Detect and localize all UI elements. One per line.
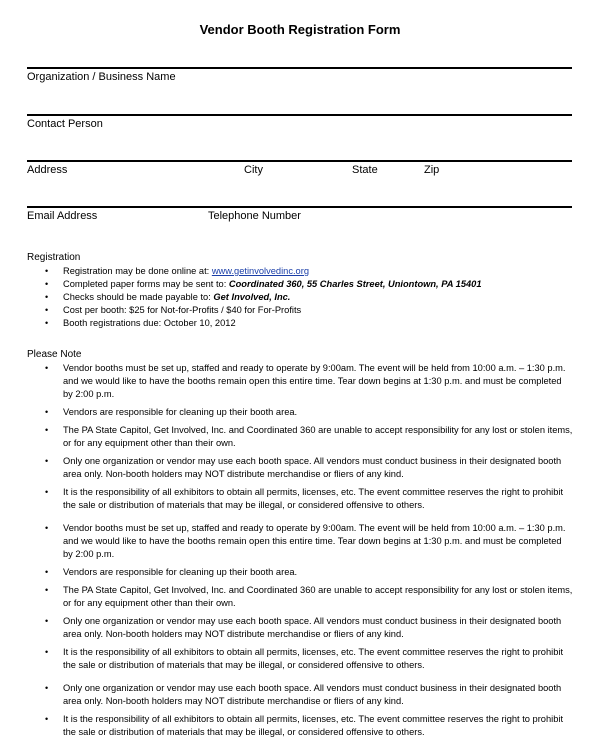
mailing-address: Coordinated 360, 55 Charles Street, Uniontown, PA 15401 <box>228 279 482 289</box>
contact-line[interactable] <box>27 160 572 162</box>
list-item: • Vendor booths must be set up, staffed and ready to operate by 9:00am. The event will be held from 10:00 a.m. – 1:30 p.m. and we would like to have the booths remain open this entire time. Tear down begins at 1:30 p.m. and must be completed by 2:00 p.m. <box>45 523 566 559</box>
contact-label: Contact Person <box>27 118 103 130</box>
state-label: State <box>352 164 378 176</box>
list-item: • Only one organization or vendor may use each booth space. All vendors must conduct business in their designated booth area only. Non-booth holders may NOT distribute merchandise or fliers of any kind. <box>45 616 562 639</box>
booth-cost: Cost per booth: $25 for Not-for-Profits / $40 for For-Profits <box>63 305 302 315</box>
bullet-icon: • <box>45 585 49 595</box>
header-rule <box>27 67 572 69</box>
list-item: • Vendors are responsible for cleaning up their booth area. <box>45 567 298 577</box>
list-item <box>0 304 600 317</box>
address-label: Address <box>27 164 68 176</box>
website-link[interactable]: www.getinvolvedinc.org <box>211 266 309 276</box>
form-title: Vendor Booth Registration Form <box>199 22 401 37</box>
list-item: • The PA State Capitol, Get Involved, Inc. and Coordinated 360 are unable to accept responsibility for any lost or stolen items, or for any equipment other than their own. <box>45 425 573 448</box>
list-item <box>0 317 600 330</box>
bullet-icon: • <box>45 647 49 657</box>
bullet-icon: • <box>45 456 49 466</box>
bullet-icon: • <box>45 523 49 533</box>
city-label: City <box>244 164 263 176</box>
organization-line[interactable] <box>27 114 572 116</box>
registration-heading: Registration <box>27 252 81 263</box>
list-item: • The PA State Capitol, Get Involved, Inc. and Coordinated 360 are unable to accept responsibility for any lost or stolen items, or for any equipment other than their own. <box>45 585 573 608</box>
bullet-icon: • <box>45 305 49 315</box>
registration-list <box>0 265 600 330</box>
list-item: • It is the responsibility of all exhibitors to obtain all permits, licenses, etc. The event committee reserves the right to prohibit the sale or distribution of materials that may be illegal, or considered offensive to others. <box>45 487 564 510</box>
bullet-icon: • <box>45 318 49 328</box>
bullet-icon: • <box>45 363 49 373</box>
address-line[interactable] <box>27 206 572 208</box>
payee-name: Get Involved, Inc. <box>213 292 291 302</box>
bullet-icon: • <box>45 279 49 289</box>
list-item: • It is the responsibility of all exhibitors to obtain all permits, licenses, etc. The event committee reserves the right to prohibit the sale or distribution of materials that may be illegal, or considered offensive to others. <box>45 647 564 670</box>
list-item: • It is the responsibility of all exhibitors to obtain all permits, licenses, etc. The event committee reserves the right to prohibit the sale or distribution of materials that may be illegal, or considered offensive to others. <box>45 714 564 737</box>
bullet-icon: • <box>45 714 49 724</box>
telephone-label: Telephone Number <box>208 210 301 222</box>
bullet-icon: • <box>45 487 49 497</box>
list-item: • Only one organization or vendor may use each booth space. All vendors must conduct business in their designated booth area only. Non-booth holders may NOT distribute merchandise or fliers of any kind. <box>45 456 562 479</box>
zip-label: Zip <box>424 164 440 176</box>
bullet-icon: • <box>45 266 49 276</box>
email-label: Email Address <box>27 210 98 222</box>
list-item: • Vendors are responsible for cleaning up their booth area. <box>45 407 298 417</box>
bullet-icon: • <box>45 292 49 302</box>
list-item: • Checks should be made payable to: Get Involved, Inc. <box>45 292 291 302</box>
bullet-icon: • <box>45 425 49 435</box>
bullet-icon: • <box>45 616 49 626</box>
list-item: • Completed paper forms may be sent to: Coordinated 360, 55 Charles Street, Uniontown, PA 15401 <box>45 279 482 289</box>
organization-label: Organization / Business Name <box>27 71 176 83</box>
notes-list <box>0 362 600 739</box>
bullet-icon: • <box>45 683 49 693</box>
list-item: • Only one organization or vendor may use each booth space. All vendors must conduct business in their designated booth area only. Non-booth holders may NOT distribute merchandise or fliers of any kind. <box>45 683 562 706</box>
due-date: Booth registrations due: October 10, 2012 <box>63 318 236 328</box>
please-note-heading: Please Note <box>27 349 82 360</box>
list-item: • Vendor booths must be set up, staffed and ready to operate by 9:00am. The event will be held from 10:00 a.m. – 1:30 p.m. and we would like to have the booths remain open this entire time. Tear down begins at 1:30 p.m. and must be completed by 2:00 p.m. <box>45 363 566 399</box>
bullet-icon: • <box>45 567 49 577</box>
list-item: • Registration may be done online at: www.getinvolvedinc.org <box>45 266 309 276</box>
bullet-icon: • <box>45 407 49 417</box>
